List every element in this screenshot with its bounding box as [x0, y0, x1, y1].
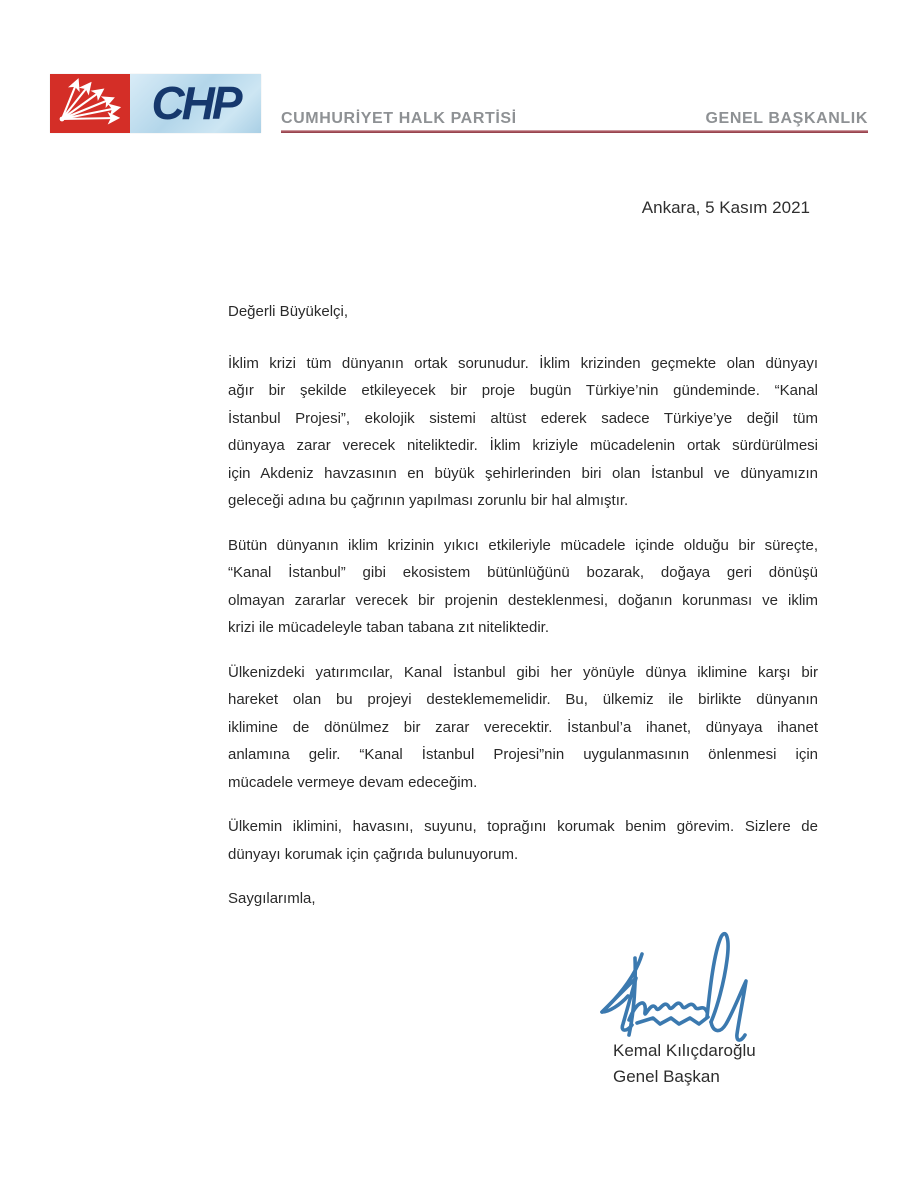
paragraph-line: İklim krizi tüm dünyanın ortak sorunudur. İklim krizinden geçmekte olan dünyayı [228, 354, 818, 372]
signer-name: Kemal Kılıçdaroğlu [613, 1041, 756, 1060]
signer-block [613, 1038, 756, 1090]
six-arrows-icon [50, 74, 130, 133]
paragraph [228, 813, 818, 868]
paragraph [228, 532, 818, 642]
paragraph-line: ağır bir şekilde etkileyecek bir proje bugün Türkiye’nin gündeminde. “Kanal [228, 382, 818, 399]
paragraph-line: krizi ile mücadeleyle taban tabana zıt niteliktedir. [228, 619, 550, 636]
paragraph-line: iklimine de dönülmez bir zarar verecektir. İstanbul’a ihanet, dünyaya ihanet [228, 718, 818, 736]
logo-acronym-panel [130, 74, 261, 133]
paragraph-line: hareket olan bu projeyi desteklememelidir. Bu, ülkemiz ile birlikte dünyanın [228, 691, 818, 708]
paragraph-line: Ülkenizdeki yatırımcılar, Kanal İstanbul gibi her yönüyle dünya iklimine karşı bir [228, 663, 818, 681]
paragraph-line: Bütün dünyanın iklim krizinin yıkıcı etkileriyle mücadele içinde olduğu bir süreçte, [228, 536, 818, 554]
paragraph-line: olmayan zararlar verecek bir projenin desteklenmesi, doğanın korunması ve iklim [228, 591, 818, 609]
paragraph-line: anlamına gelir. “Kanal İstanbul Projesi”nin uygulanmasının önlenmesi için [228, 746, 818, 763]
paragraph [228, 350, 818, 515]
greeting: Değerli Büyükelçi, [228, 303, 349, 320]
signer-title: Genel Başkan [613, 1067, 720, 1086]
office-name: GENEL BAŞKANLIK [705, 110, 868, 127]
paragraph-line: dünyayı korumak için çağrıda bulunuyorum. [228, 845, 519, 863]
paragraph-line: Ülkemin iklimini, havasını, suyunu, toprağını korumak benim görevim. Sizlere de [228, 818, 818, 835]
closing: Saygılarımla, [228, 890, 316, 907]
org-name: CUMHURİYET HALK PARTİSİ [281, 110, 517, 127]
header-rule [281, 130, 868, 133]
paragraph-line: mücadele vermeye devam edeceğim. [228, 773, 478, 791]
paragraphs-container [228, 350, 818, 869]
paragraph-line: dünyaya zarar verecek niteliktedir. İklim kriziyle mücadelenin ortak sürdürülmesi [228, 437, 818, 454]
paragraph-line: “Kanal İstanbul” gibi ekosistem bütünlüğünü bozarak, doğaya geri dönüşü [228, 564, 818, 581]
date-line: Ankara, 5 Kasım 2021 [641, 198, 810, 217]
logo-acronym-text: CHP [151, 76, 240, 129]
paragraph-line: geleceği adına bu çağrının yapılması zorunlu bir hal almıştır. [228, 492, 629, 509]
signature-ink [593, 928, 798, 1050]
paragraph [228, 659, 818, 797]
letter-body [228, 298, 818, 913]
paragraph-line: için Akdeniz havzasının en büyük şehirlerinden biri olan İstanbul ve dünyamızın [228, 464, 818, 482]
chp-logo [50, 74, 261, 133]
paragraph-line: İstanbul Projesi”, ekolojik sistemi altüst ederek sadece Türkiye’ye değil tüm [228, 409, 818, 427]
